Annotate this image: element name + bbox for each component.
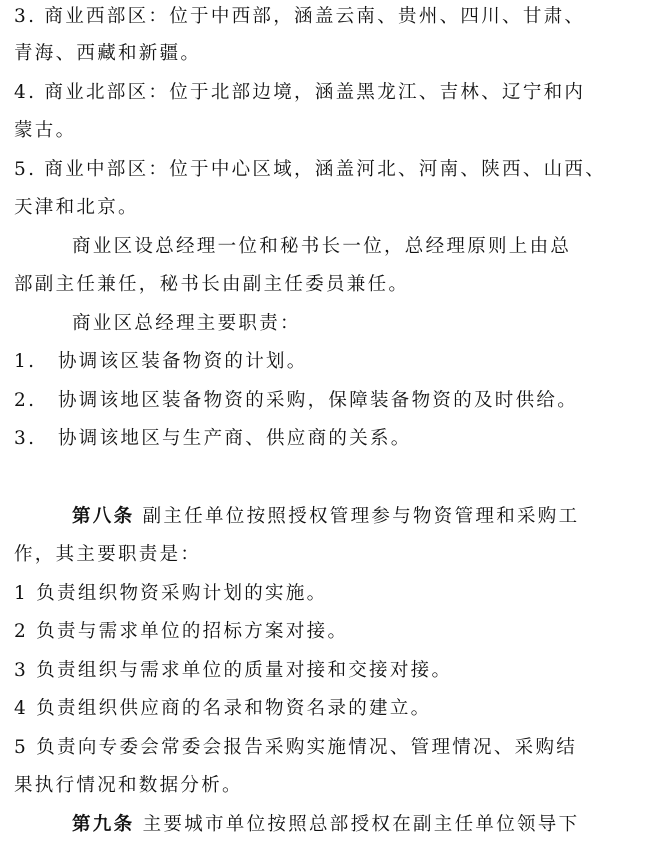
article-8-item: 2 负责与需求单位的招标方案对接。 [14, 621, 349, 642]
north-region-line-2: 蒙古。 [14, 120, 77, 141]
duty-text: 协调该地区与生产商、供应商的关系。 [58, 428, 412, 449]
article-8-line-1 [72, 504, 631, 530]
article-9-text: 主要城市单位按照总部授权在副主任单位领导下 [142, 814, 580, 835]
duty-item [14, 388, 631, 414]
article-9-label: 第九条 [72, 814, 135, 835]
duty-number: 1. [14, 351, 37, 372]
duty-number: 3. [14, 428, 37, 449]
duty-text: 协调该地区装备物资的采购，保障装备物资的及时供给。 [58, 390, 579, 411]
duty-text: 协调该区装备物资的计划。 [58, 351, 308, 372]
article-8-item: 3 负责组织与需求单位的质量对接和交接对接。 [14, 660, 453, 681]
article-8-line-2: 作，其主要职责是： [14, 544, 202, 565]
central-region-line-2: 天津和北京。 [14, 197, 139, 218]
west-region-line-2: 青海、西藏和新疆。 [14, 43, 202, 64]
central-region-line-1: 5. 商业中部区：位于中心区域，涵盖河北、河南、陕西、山西、 [14, 159, 607, 180]
article-8-item: 4 负责组织供应商的名录和物资名录的建立。 [14, 698, 432, 719]
article-8-item: 5 负责向专委会常委会报告采购实施情况、管理情况、采购结 [14, 737, 578, 758]
article-8-label: 第八条 [72, 506, 135, 527]
north-region-line-1: 4. 商业北部区：位于北部边境，涵盖黑龙江、吉林、辽宁和内 [14, 82, 586, 103]
duty-item [14, 349, 631, 375]
duty-item [14, 426, 631, 452]
manager-paragraph-line-1: 商业区设总经理一位和秘书长一位，总经理原则上由总 [72, 236, 572, 257]
article-9-line-1 [72, 812, 631, 838]
manager-paragraph-line-2: 部副主任兼任，秘书长由副主任委员兼任。 [14, 274, 410, 295]
duties-heading: 商业区总经理主要职责： [72, 313, 301, 334]
article-8-item-continued: 果执行情况和数据分析。 [14, 775, 243, 796]
west-region-line-1: 3. 商业西部区：位于中西部，涵盖云南、贵州、四川、甘肃、 [14, 6, 586, 27]
article-8-item: 1 负责组织物资采购计划的实施。 [14, 583, 328, 604]
article-8-text: 副主任单位按照授权管理参与物资管理和采购工 [142, 506, 580, 527]
duty-number: 2. [14, 390, 37, 411]
